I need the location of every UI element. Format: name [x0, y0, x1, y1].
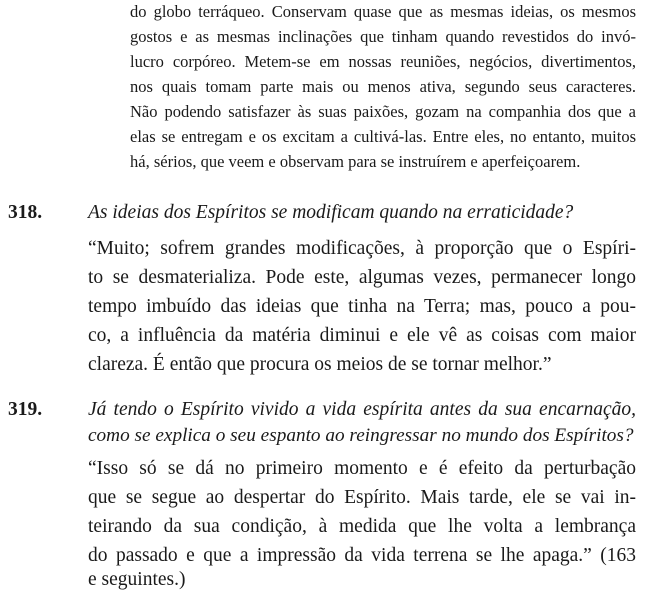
question-text: As ideias dos Espíritos se modificam quando na erraticidade?: [88, 202, 574, 223]
answer-line: “Muito; sofrem grandes modificações, à proporção que o Espíri-: [88, 238, 636, 259]
commentary-line: há, sérios, que veem e observam para se instruírem e aperfeiçoarem.: [130, 152, 581, 171]
commentary-line: do globo terráqueo. Conservam quase que as mesmas ideias, os mesmos: [130, 2, 636, 21]
answer-line: teirando da sua condição, à medida que lhe volta a lembrança: [88, 516, 636, 537]
question-text: como se explica o seu espanto ao reingressar no mundo dos Espíritos?: [88, 425, 634, 446]
answer-line: clareza. É então que procura os meios de se tornar melhor.”: [88, 354, 552, 375]
commentary-line: Não podendo satisfazer às suas paixões, gozam na companhia dos que a: [130, 102, 636, 121]
commentary-line: gostos e as mesmas inclinações que tinham quando revestidos do invó-: [130, 27, 636, 46]
question-text: Já tendo o Espírito vivido a vida espírita antes da sua encarnação,: [88, 399, 636, 420]
commentary-line: nos quais tomam parte mais ou menos ativa, segundo seus caracteres.: [130, 77, 636, 96]
commentary-line: lucro corpóreo. Metem-se em nossas reuniões, negócios, divertimentos,: [130, 52, 636, 71]
question-number: 319.: [8, 399, 43, 420]
answer-line: do passado e que a impressão da vida terrena se lhe apaga.” (163: [88, 545, 636, 566]
answer-line: tempo imbuído das ideias que tinha na Terra; mas, pouco a pou-: [88, 296, 636, 317]
answer-line: “Isso só se dá no primeiro momento e é efeito da perturbação: [88, 458, 636, 479]
answer-line: que se segue ao despertar do Espírito. Mais tarde, ele se vai in-: [88, 487, 636, 508]
answer-line: co, a influência da matéria diminui e ele vê as coisas com maior: [88, 325, 636, 346]
commentary-line: elas se entregam e os excitam a cultivá-las. Entre eles, no entanto, muitos: [130, 127, 636, 146]
answer-line: to se desmaterializa. Pode este, algumas vezes, permanecer longo: [88, 267, 636, 288]
answer-line: e seguintes.): [88, 569, 186, 590]
question-number: 318.: [8, 202, 43, 223]
